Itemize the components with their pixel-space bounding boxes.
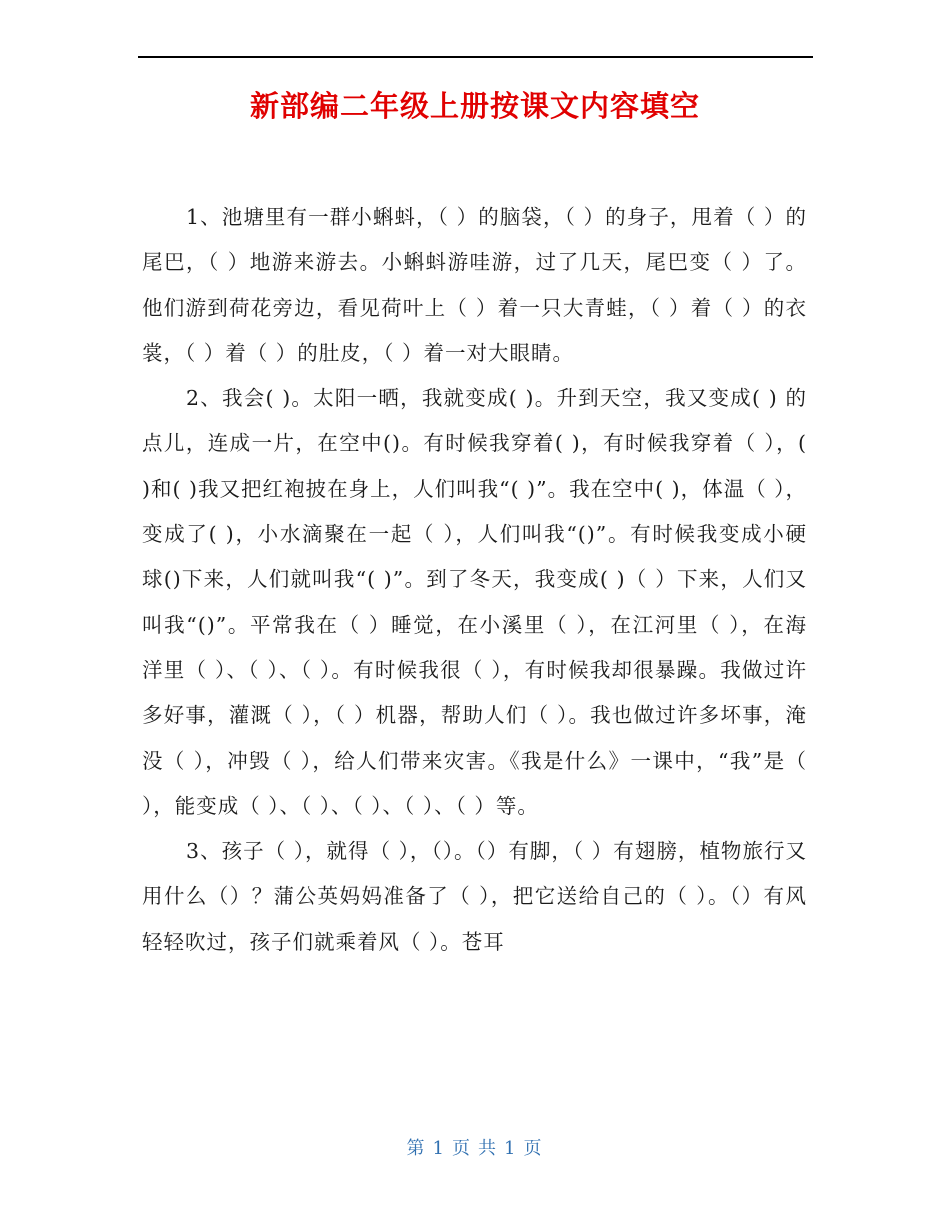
paragraph-2: 2、我会( )。太阳一晒，我就变成( )。升到天空，我又变成( ) 的点儿，连成一片，在空中()。有时候我穿着( )，有时候我穿着（ ），( )和( )我又把红袍披在身上，人们叫我“( )”。我在空中( )，体温（ ），变成了( )，小水滴聚在一起（ ），人们叫我“()”。有时候我变成小硬球()下来，人们就叫我“( )”。到了冬天，我变成( )（ ）下来，人们又叫我“()”。平常我在（ ）睡觉，在小溪里（ ），在江河里（ ），在海洋里（ ）、（ ）、（ ）。有时候我很（ ），有时候我却很暴躁。我做过许多好事，灌溉（ ），（ ）机器，帮助人们（ ）。我也做过许多坏事，淹没（ ），冲毁（ ），给人们带来灾害。《我是什么》一课中，“我”是（ ），能变成（ ）、（ ）、（ ）、（ ）、（ ）等。 — [142, 386, 807, 818]
footer-total-prefix: 共 — [478, 1138, 498, 1159]
document-body — [142, 195, 807, 965]
header-rule — [138, 56, 813, 58]
footer-page-prefix: 第 — [406, 1138, 427, 1159]
document-title: 新部编二年级上册按课文内容填空 — [249, 89, 700, 123]
paragraph-1: 1、池塘里有一群小蝌蚪，（ ）的脑袋，（ ）的身子，甩着（ ）的尾巴，（ ）地游来游去。小蝌蚪游哇游，过了几天，尾巴变（ ）了。他们游到荷花旁边，看见荷叶上（ ）着一只大青蛙，（ ）着（ ）的衣裳，（ ）着（ ）的肚皮，（ ）着一对大眼睛。 — [142, 205, 807, 365]
paragraph-3: 3、孩子（ ），就得（ ），（）。（）有脚，（ ）有翅膀，植物旅行又用什么（）？蒲公英妈妈准备了（ ），把它送给自己的（ ）。（）有风轻轻吹过，孩子们就乘着风（ ）。苍耳 — [142, 839, 807, 954]
footer-current-page: 1 — [432, 1138, 446, 1159]
footer-total-suffix: 页 — [523, 1138, 544, 1159]
page-footer — [0, 1134, 950, 1160]
footer-page-word: 页 — [452, 1138, 472, 1159]
footer-total-pages: 1 — [504, 1138, 518, 1159]
